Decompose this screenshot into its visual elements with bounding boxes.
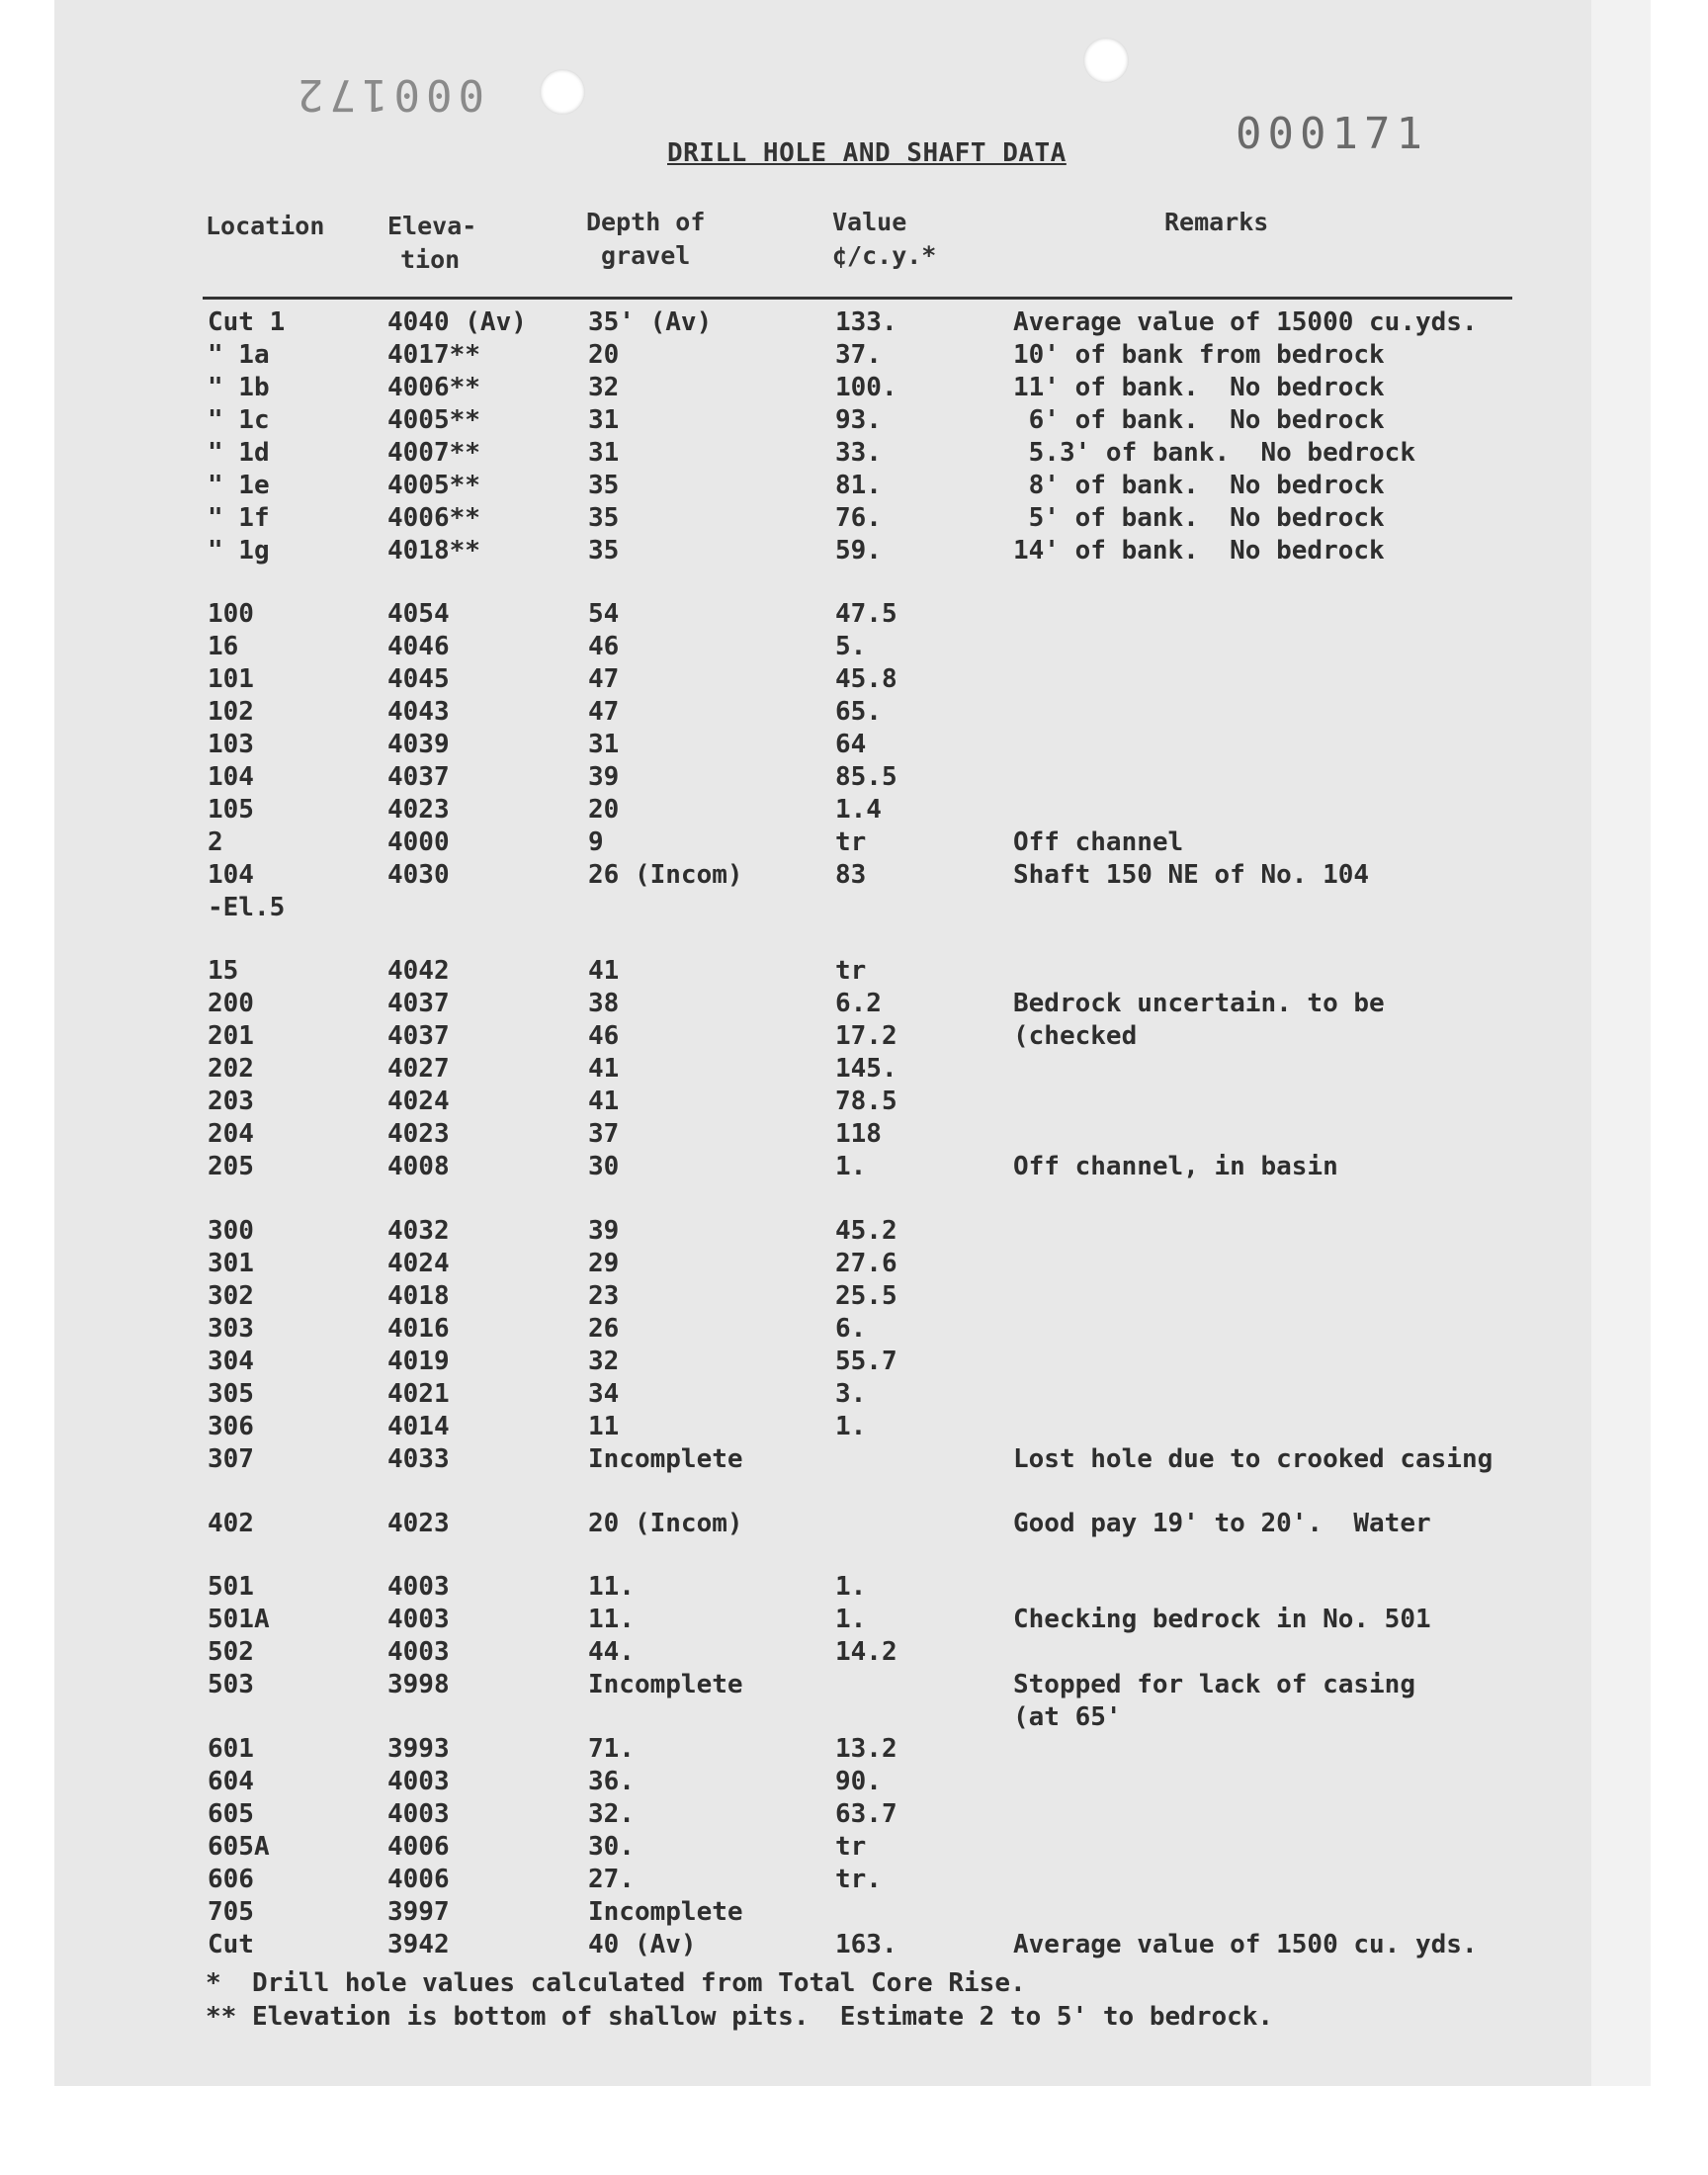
- cell-elevation: 4024: [387, 1249, 450, 1278]
- cell-depth: 27.: [588, 1865, 635, 1894]
- cell-depth: 32: [588, 1347, 620, 1376]
- cell-depth: 41: [588, 1054, 620, 1084]
- table-row: [0, 955, 1708, 988]
- cell-location: 307: [208, 1444, 254, 1474]
- cell-remarks: Lost hole due to crooked casing: [1013, 1444, 1494, 1474]
- cell-depth: 20: [588, 340, 620, 370]
- header-depth-line1: Depth of: [586, 208, 706, 236]
- cell-location: 16: [208, 632, 239, 661]
- table-row: [0, 502, 1708, 535]
- cell-depth: 23: [588, 1281, 620, 1311]
- cell-remarks: 5.3' of bank. No bedrock: [1013, 438, 1415, 468]
- cell-remarks: (at 65': [1013, 1702, 1122, 1732]
- cell-location: 102: [208, 697, 254, 727]
- cell-remarks: Off channel: [1013, 827, 1184, 857]
- cell-remarks: (checked: [1013, 1021, 1138, 1051]
- table-row: [0, 306, 1708, 339]
- cell-elevation: 4023: [387, 1509, 450, 1538]
- table-row: [0, 631, 1708, 663]
- cell-depth: 11.: [588, 1572, 635, 1602]
- cell-elevation: 3942: [387, 1930, 450, 1959]
- cell-location: " 1g: [208, 536, 270, 566]
- cell-value: tr: [835, 956, 867, 986]
- cell-elevation: 4037: [387, 1021, 450, 1051]
- cell-elevation: 4003: [387, 1767, 450, 1796]
- cell-remarks: 14' of bank. No bedrock: [1013, 536, 1385, 566]
- cell-value: 17.2: [835, 1021, 897, 1051]
- cell-depth: 26 (Incom): [588, 860, 743, 890]
- cell-value: 64: [835, 730, 867, 759]
- cell-value: tr: [835, 1832, 867, 1862]
- table-row: [0, 1733, 1708, 1766]
- cell-location: 501: [208, 1572, 254, 1602]
- cell-elevation: 4023: [387, 795, 450, 825]
- cell-location: 605A: [208, 1832, 270, 1862]
- table-row: [0, 1086, 1708, 1118]
- cell-location: 100: [208, 599, 254, 629]
- cell-location: 103: [208, 730, 254, 759]
- cell-location: 205: [208, 1152, 254, 1181]
- document-title: DRILL HOLE AND SHAFT DATA: [667, 138, 1067, 168]
- header-underline: [203, 297, 1512, 300]
- cell-elevation: 4043: [387, 697, 450, 727]
- cell-depth: 9: [588, 827, 604, 857]
- table-row: [0, 1280, 1708, 1313]
- cell-location: " 1b: [208, 373, 270, 402]
- header-elevation-line1: Eleva-: [387, 212, 477, 240]
- cell-elevation: 4000: [387, 827, 450, 857]
- cell-depth: 38: [588, 989, 620, 1018]
- table-row: [0, 1604, 1708, 1636]
- cell-remarks: Bedrock uncertain. to be: [1013, 989, 1385, 1018]
- cell-location: 305: [208, 1379, 254, 1409]
- cell-depth: 39: [588, 762, 620, 792]
- cell-location: 604: [208, 1767, 254, 1796]
- page-number-stamp-inverted: 000172: [292, 69, 484, 120]
- cell-value: tr: [835, 827, 867, 857]
- cell-value: 83: [835, 860, 867, 890]
- table-row: [0, 404, 1708, 437]
- cell-value: 27.6: [835, 1249, 897, 1278]
- cell-depth: 47: [588, 697, 620, 727]
- cell-remarks: 10' of bank from bedrock: [1013, 340, 1385, 370]
- cell-value: 1.4: [835, 795, 882, 825]
- cell-location: 105: [208, 795, 254, 825]
- cell-value: 3.: [835, 1379, 867, 1409]
- cell-elevation: 4005**: [387, 471, 480, 500]
- cell-elevation: 4054: [387, 599, 450, 629]
- cell-elevation: 4017**: [387, 340, 480, 370]
- cell-elevation: 4042: [387, 956, 450, 986]
- table-row: [0, 761, 1708, 794]
- table-row: [0, 794, 1708, 826]
- cell-depth: 31: [588, 438, 620, 468]
- cell-location: 202: [208, 1054, 254, 1084]
- cell-elevation: 4039: [387, 730, 450, 759]
- cell-depth: 35' (Av): [588, 307, 713, 337]
- cell-location: 104: [208, 860, 254, 890]
- cell-location: " 1d: [208, 438, 270, 468]
- cell-location: 104: [208, 762, 254, 792]
- cell-elevation: 4014: [387, 1412, 450, 1441]
- cell-value: tr.: [835, 1865, 882, 1894]
- cell-elevation: 4018: [387, 1281, 450, 1311]
- cell-depth: 35: [588, 503, 620, 533]
- table-row: [0, 1864, 1708, 1896]
- cell-value: 65.: [835, 697, 882, 727]
- table-row: [0, 1701, 1708, 1734]
- table-row: [0, 1508, 1708, 1540]
- cell-remarks: Good pay 19' to 20'. Water: [1013, 1509, 1431, 1538]
- header-remarks: Remarks: [1164, 208, 1269, 236]
- cell-location: 2: [208, 827, 223, 857]
- header-location: Location: [206, 212, 325, 240]
- cell-elevation: 4006**: [387, 373, 480, 402]
- cell-remarks: Stopped for lack of casing: [1013, 1670, 1415, 1699]
- cell-remarks: Average value of 1500 cu. yds.: [1013, 1930, 1478, 1959]
- cell-value: 63.7: [835, 1799, 897, 1829]
- table-row: [0, 470, 1708, 502]
- cell-depth: 46: [588, 632, 620, 661]
- cell-remarks: Average value of 15000 cu.yds.: [1013, 307, 1478, 337]
- table-row: [0, 1020, 1708, 1053]
- cell-elevation: 4019: [387, 1347, 450, 1376]
- cell-location: Cut 1: [208, 307, 286, 337]
- header-value-line2: ¢/c.y.*: [832, 241, 937, 270]
- cell-depth: 54: [588, 599, 620, 629]
- cell-value: 76.: [835, 503, 882, 533]
- table-row: [0, 988, 1708, 1020]
- cell-value: 133.: [835, 307, 897, 337]
- table-row: [0, 1215, 1708, 1248]
- cell-depth: 47: [588, 664, 620, 694]
- cell-location: " 1c: [208, 405, 270, 435]
- cell-elevation: 4024: [387, 1087, 450, 1116]
- cell-location: Cut: [208, 1930, 254, 1959]
- cell-depth: 11.: [588, 1605, 635, 1634]
- cell-depth: 39: [588, 1216, 620, 1246]
- header-value-line1: Value: [832, 208, 907, 236]
- cell-location: 501A: [208, 1605, 270, 1634]
- cell-location: 201: [208, 1021, 254, 1051]
- table-row: [0, 859, 1708, 892]
- table-row: [0, 1118, 1708, 1151]
- table-row: [0, 1929, 1708, 1961]
- cell-value: 33.: [835, 438, 882, 468]
- cell-location: 204: [208, 1119, 254, 1149]
- table-row: [0, 1636, 1708, 1669]
- cell-value: 78.5: [835, 1087, 897, 1116]
- cell-depth: Incomplete: [588, 1670, 743, 1699]
- cell-location: 606: [208, 1865, 254, 1894]
- cell-location: 605: [208, 1799, 254, 1829]
- cell-value: 47.5: [835, 599, 897, 629]
- cell-value: 1.: [835, 1152, 867, 1181]
- cell-elevation: 3998: [387, 1670, 450, 1699]
- cell-depth: 31: [588, 730, 620, 759]
- cell-elevation: 4037: [387, 989, 450, 1018]
- cell-location: 306: [208, 1412, 254, 1441]
- cell-remarks: 6' of bank. No bedrock: [1013, 405, 1385, 435]
- cell-depth: 30: [588, 1152, 620, 1181]
- cell-value: 37.: [835, 340, 882, 370]
- table-row: [0, 1766, 1708, 1798]
- cell-elevation: 4003: [387, 1605, 450, 1634]
- cell-remarks: Checking bedrock in No. 501: [1013, 1605, 1431, 1634]
- cell-depth: 29: [588, 1249, 620, 1278]
- cell-location: 301: [208, 1249, 254, 1278]
- cell-depth: 40 (Av): [588, 1930, 697, 1959]
- cell-elevation: 4046: [387, 632, 450, 661]
- table-row: [0, 1313, 1708, 1346]
- cell-value: 6.: [835, 1314, 867, 1344]
- cell-elevation: 4016: [387, 1314, 450, 1344]
- cell-location: 303: [208, 1314, 254, 1344]
- cell-depth: 20 (Incom): [588, 1509, 743, 1538]
- table-row: [0, 1346, 1708, 1378]
- table-row: [0, 1411, 1708, 1443]
- cell-location: 200: [208, 989, 254, 1018]
- table-row: [0, 892, 1708, 924]
- cell-value: 93.: [835, 405, 882, 435]
- cell-remarks: 8' of bank. No bedrock: [1013, 471, 1385, 500]
- cell-depth: 31: [588, 405, 620, 435]
- cell-elevation: 4030: [387, 860, 450, 890]
- cell-depth: 71.: [588, 1734, 635, 1764]
- table-row: [0, 535, 1708, 567]
- cell-elevation: 4045: [387, 664, 450, 694]
- cell-value: 1.: [835, 1605, 867, 1634]
- cell-depth: 11: [588, 1412, 620, 1441]
- cell-elevation: 4021: [387, 1379, 450, 1409]
- cell-location: 402: [208, 1509, 254, 1538]
- cell-depth: 26: [588, 1314, 620, 1344]
- table-row: [0, 598, 1708, 631]
- cell-location: 101: [208, 664, 254, 694]
- cell-location: 15: [208, 956, 239, 986]
- cell-remarks: Off channel, in basin: [1013, 1152, 1338, 1181]
- cell-remarks: 5' of bank. No bedrock: [1013, 503, 1385, 533]
- cell-depth: 41: [588, 956, 620, 986]
- table-row: [0, 1571, 1708, 1604]
- cell-value: 118: [835, 1119, 882, 1149]
- cell-value: 145.: [835, 1054, 897, 1084]
- cell-elevation: 4006**: [387, 503, 480, 533]
- cell-value: 13.2: [835, 1734, 897, 1764]
- cell-value: 163.: [835, 1930, 897, 1959]
- table-row: [0, 1896, 1708, 1929]
- cell-depth: 35: [588, 471, 620, 500]
- cell-location: " 1f: [208, 503, 270, 533]
- cell-location: 304: [208, 1347, 254, 1376]
- header-elevation-line2: tion: [400, 245, 461, 274]
- cell-depth: 37: [588, 1119, 620, 1149]
- table-row: [0, 437, 1708, 470]
- cell-value: 85.5: [835, 762, 897, 792]
- cell-location: 300: [208, 1216, 254, 1246]
- cell-depth: Incomplete: [588, 1444, 743, 1474]
- cell-depth: 41: [588, 1087, 620, 1116]
- cell-location: 601: [208, 1734, 254, 1764]
- cell-value: 1.: [835, 1412, 867, 1441]
- cell-location: 502: [208, 1637, 254, 1667]
- cell-elevation: 4023: [387, 1119, 450, 1149]
- cell-elevation: 4003: [387, 1637, 450, 1667]
- page-number-stamp: 000171: [1236, 109, 1428, 159]
- cell-location: 503: [208, 1670, 254, 1699]
- table-row: [0, 339, 1708, 372]
- cell-elevation: 4003: [387, 1572, 450, 1602]
- cell-value: 1.: [835, 1572, 867, 1602]
- table-row: [0, 1798, 1708, 1831]
- cell-location: " 1a: [208, 340, 270, 370]
- cell-depth: Incomplete: [588, 1897, 743, 1927]
- cell-depth: 44.: [588, 1637, 635, 1667]
- footnote-single-asterisk: * Drill hole values calculated from Total Core Rise.: [206, 1968, 1026, 1998]
- table-row: [0, 1378, 1708, 1411]
- cell-value: 55.7: [835, 1347, 897, 1376]
- punch-hole: [540, 69, 585, 115]
- cell-depth: 32.: [588, 1799, 635, 1829]
- cell-elevation: 4007**: [387, 438, 480, 468]
- cell-value: 5.: [835, 632, 867, 661]
- cell-value: 25.5: [835, 1281, 897, 1311]
- table-row: [0, 729, 1708, 761]
- cell-elevation: 4006: [387, 1865, 450, 1894]
- cell-remarks: Shaft 150 NE of No. 104: [1013, 860, 1370, 890]
- cell-elevation: 4018**: [387, 536, 480, 566]
- table-row: [0, 1831, 1708, 1864]
- cell-elevation: 4037: [387, 762, 450, 792]
- cell-elevation: 4027: [387, 1054, 450, 1084]
- table-row: [0, 1443, 1708, 1476]
- cell-value: 81.: [835, 471, 882, 500]
- footnote-double-asterisk: ** Elevation is bottom of shallow pits. Estimate 2 to 5' to bedrock.: [206, 2002, 1274, 2032]
- table-row: [0, 663, 1708, 696]
- cell-depth: 32: [588, 373, 620, 402]
- cell-elevation: 4006: [387, 1832, 450, 1862]
- cell-elevation: 3997: [387, 1897, 450, 1927]
- cell-value: 100.: [835, 373, 897, 402]
- cell-location: -El.5: [208, 893, 286, 922]
- cell-depth: 34: [588, 1379, 620, 1409]
- cell-elevation: 4008: [387, 1152, 450, 1181]
- cell-depth: 35: [588, 536, 620, 566]
- cell-elevation: 4040 (Av): [387, 307, 527, 337]
- table-row: [0, 1151, 1708, 1183]
- scan-margin: [0, 2086, 1708, 2175]
- cell-depth: 46: [588, 1021, 620, 1051]
- cell-location: 302: [208, 1281, 254, 1311]
- cell-value: 90.: [835, 1767, 882, 1796]
- table-row: [0, 1053, 1708, 1086]
- cell-location: " 1e: [208, 471, 270, 500]
- cell-elevation: 4033: [387, 1444, 450, 1474]
- cell-elevation: 4032: [387, 1216, 450, 1246]
- cell-value: 45.2: [835, 1216, 897, 1246]
- table-row: [0, 826, 1708, 859]
- table-row: [0, 1669, 1708, 1701]
- table-row: [0, 696, 1708, 729]
- header-depth-line2: gravel: [601, 241, 691, 270]
- cell-location: 203: [208, 1087, 254, 1116]
- cell-value: 6.2: [835, 989, 882, 1018]
- table-row: [0, 372, 1708, 404]
- cell-value: 45.8: [835, 664, 897, 694]
- punch-hole: [1083, 38, 1129, 83]
- cell-elevation: 4005**: [387, 405, 480, 435]
- cell-depth: 20: [588, 795, 620, 825]
- cell-depth: 36.: [588, 1767, 635, 1796]
- cell-elevation: 4003: [387, 1799, 450, 1829]
- cell-value: 59.: [835, 536, 882, 566]
- table-row: [0, 1248, 1708, 1280]
- cell-elevation: 3993: [387, 1734, 450, 1764]
- cell-remarks: 11' of bank. No bedrock: [1013, 373, 1385, 402]
- cell-value: 14.2: [835, 1637, 897, 1667]
- cell-depth: 30.: [588, 1832, 635, 1862]
- cell-location: 705: [208, 1897, 254, 1927]
